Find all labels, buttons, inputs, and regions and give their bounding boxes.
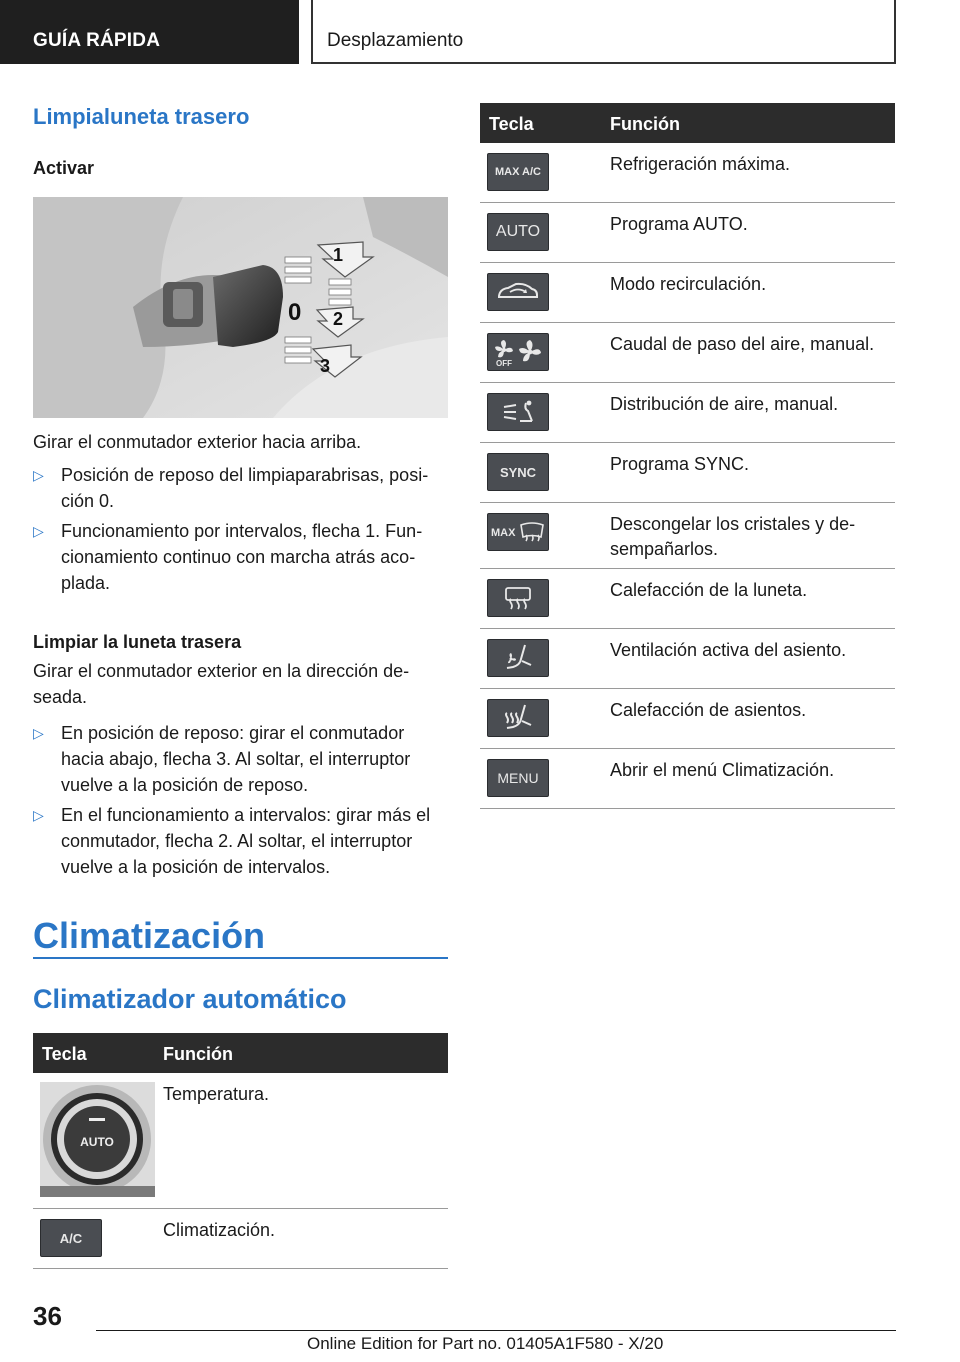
bullet-triangle-icon: ▷ xyxy=(33,523,44,539)
table-row xyxy=(480,689,895,749)
activate-text: Girar el conmutador exterior hacia arriba. xyxy=(33,432,362,452)
row-description: Calefacción de la luneta. xyxy=(610,580,808,600)
row-description: Refrigeración máxima. xyxy=(610,154,791,174)
activate-heading: Activar xyxy=(33,158,95,178)
row-description: Calefacción de asientos. xyxy=(610,700,807,720)
bullet-text: En posición de reposo: girar el conmutador hacia abajo, flecha 3. Al soltar, el interruptor vuelve a la posición de reposo. xyxy=(61,723,411,795)
climate-title-rule xyxy=(33,957,448,959)
table-row xyxy=(480,203,895,263)
table-row xyxy=(480,629,895,689)
fan-icon xyxy=(487,333,549,371)
table-row xyxy=(480,503,895,569)
table-row xyxy=(480,323,895,383)
header-section-label: GUÍA RÁPIDA xyxy=(33,30,161,51)
table-header xyxy=(33,1033,448,1073)
figure-label-3: 3 xyxy=(320,356,331,376)
max-ac-button-icon: MAX A/C xyxy=(487,153,549,191)
table-header xyxy=(480,103,895,143)
table-row xyxy=(480,263,895,323)
rear-window-heating-icon xyxy=(487,579,549,617)
footer-rule xyxy=(96,1330,896,1331)
col-function-header: Función xyxy=(610,114,680,134)
wiper-stalk-illustration xyxy=(33,197,448,418)
header-section-tab xyxy=(0,0,299,64)
row-description: Temperatura. xyxy=(163,1084,270,1104)
row-description: Ventilación activa del asiento. xyxy=(610,640,847,660)
ac-button-icon: A/C xyxy=(40,1219,102,1257)
bullet-triangle-icon: ▷ xyxy=(33,725,44,741)
menu-button-icon: MENU xyxy=(487,759,549,797)
climate-subtitle: Climatizador automático xyxy=(33,984,347,1014)
bullet-text: Funcionamiento por intervalos, flecha 1. Fun- cionamiento continuo con marcha atrás aco- plada. xyxy=(61,521,423,593)
page-number: 36 xyxy=(33,1301,62,1331)
table-row xyxy=(480,569,895,629)
row-description: Programa AUTO. xyxy=(610,214,748,234)
temperature-knob-icon xyxy=(40,1082,155,1197)
wiper-stalk-figure xyxy=(33,197,448,418)
fan-off-label: OFF xyxy=(496,359,512,367)
footer-edition: Online Edition for Part no. 01405A1F580 - X/20 xyxy=(307,1334,664,1353)
seat-heating-icon xyxy=(487,699,549,737)
seat-ventilation-icon xyxy=(487,639,549,677)
figure-label-1: 1 xyxy=(333,245,344,265)
row-description: Descongelar los cristales y de- sempañarlos. xyxy=(610,514,856,559)
table-row xyxy=(480,143,895,203)
row-description: Programa SYNC. xyxy=(610,454,750,474)
table-row xyxy=(480,383,895,443)
header-chapter-tab xyxy=(311,0,896,64)
col-key-header: Tecla xyxy=(489,114,534,134)
air-distribution-icon xyxy=(487,393,549,431)
recirculation-car-icon xyxy=(487,273,549,311)
bullet-text: En el funcionamiento a intervalos: girar más el conmutador, flecha 2. Al soltar, el interruptor vuelve a la posición de intervalos. xyxy=(61,805,431,877)
table-row xyxy=(33,1209,448,1269)
row-description: Abrir el menú Climatización. xyxy=(610,760,835,780)
col-function-header: Función xyxy=(163,1044,233,1064)
row-description: Modo recirculación. xyxy=(610,274,767,294)
table-row xyxy=(480,443,895,503)
row-description: Caudal de paso del aire, manual. xyxy=(610,334,875,354)
figure-label-2: 2 xyxy=(333,309,344,329)
climate-table-left xyxy=(33,1033,448,1269)
wiper-title: Limpialuneta trasero xyxy=(33,104,250,129)
clean-text: Girar el conmutador exterior en la dirección de- seada. xyxy=(33,661,410,707)
figure-label-0: 0 xyxy=(288,299,302,326)
climate-table-right xyxy=(480,103,895,803)
header-chapter-label: Desplazamiento xyxy=(327,30,464,51)
table-row xyxy=(33,1073,448,1209)
bullet-triangle-icon: ▷ xyxy=(33,467,44,483)
bullet-text: Posición de reposo del limpiaparabrisas, posi- ción 0. xyxy=(61,465,429,511)
col-key-header: Tecla xyxy=(42,1044,87,1064)
temperature-knob-label: AUTO xyxy=(80,1135,114,1149)
max-defrost-icon xyxy=(487,513,549,551)
auto-button-icon: AUTO xyxy=(487,213,549,251)
row-description: Climatización. xyxy=(163,1220,276,1240)
table-row xyxy=(480,749,895,809)
max-defrost-label: MAX xyxy=(491,527,516,539)
row-description: Distribución de aire, manual. xyxy=(610,394,839,414)
climate-title: Climatización xyxy=(33,915,266,956)
bullet-triangle-icon: ▷ xyxy=(33,807,44,823)
sync-button-icon: SYNC xyxy=(487,453,549,491)
clean-heading: Limpiar la luneta trasera xyxy=(33,632,242,652)
